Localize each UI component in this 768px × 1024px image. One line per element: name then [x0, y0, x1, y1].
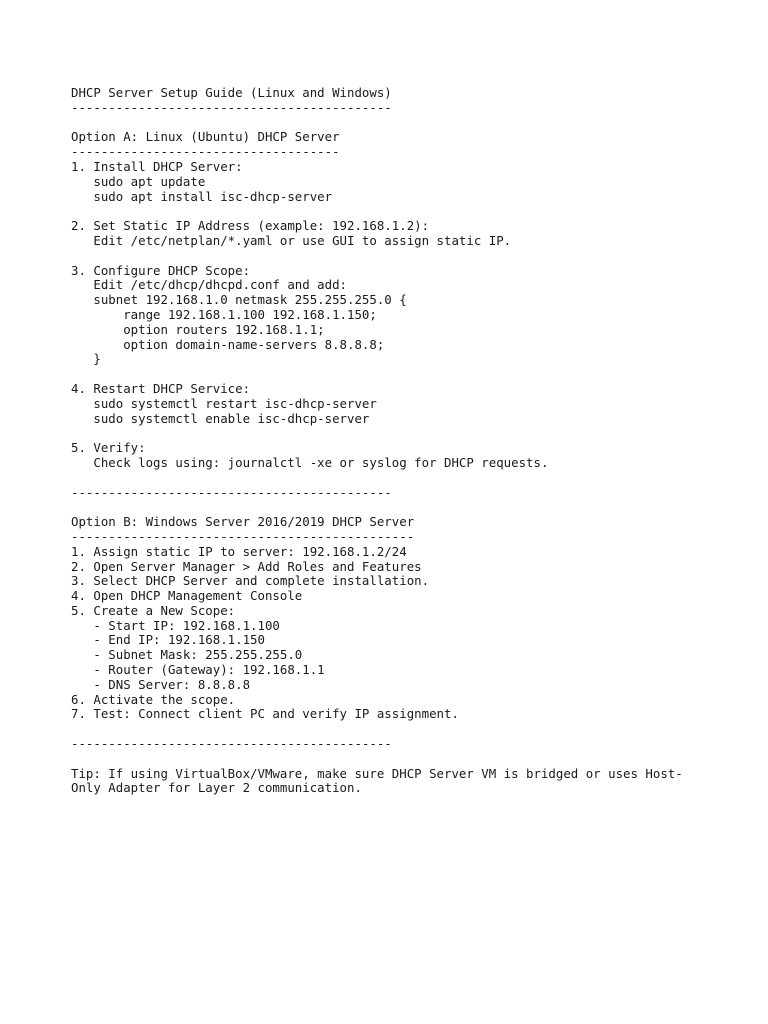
option-b-section: [71, 515, 711, 722]
step-line: Check logs using: journalctl -xe or syslog for DHCP requests.: [71, 454, 549, 470]
tip-line: Only Adapter for Layer 2 communication.: [71, 780, 362, 796]
config-line: subnet 192.168.1.0 netmask 255.255.255.0 {: [71, 292, 407, 308]
step-title: 1. Install DHCP Server:: [71, 158, 243, 174]
spacer: [71, 752, 711, 767]
scope-detail-line: - Router (Gateway): 192.168.1.1: [71, 662, 325, 678]
config-line: range 192.168.1.100 192.168.1.150;: [71, 306, 377, 322]
spacer: [71, 249, 711, 264]
tip-line: Tip: If using VirtualBox/VMware, make sure DHCP Server VM is bridged or uses Host-: [71, 765, 683, 781]
scope-detail-line: - Subnet Mask: 255.255.255.0: [71, 647, 303, 663]
option-a-heading: Option A: Linux (Ubuntu) DHCP Server: [71, 129, 340, 145]
step-title: 5. Verify:: [71, 440, 146, 456]
option-b-line: 2. Open Server Manager > Add Roles and Features: [71, 558, 422, 574]
option-a-rule: ------------------------------------: [71, 144, 340, 160]
option-b-line: 4. Open DHCP Management Console: [71, 588, 303, 604]
spacer: [71, 426, 711, 441]
spacer: [71, 204, 711, 219]
option-b-line: 1. Assign static IP to server: 192.168.1.2/24: [71, 543, 407, 559]
spacer: [71, 367, 711, 382]
step-line: Edit /etc/dhcp/dhcpd.conf and add:: [71, 277, 348, 293]
spacer: [71, 471, 711, 486]
scope-detail-line: - Start IP: 192.168.1.100: [71, 617, 280, 633]
option-a-step: [71, 160, 711, 204]
scope-detail-line: - DNS Server: 8.8.8.8: [71, 676, 251, 692]
option-b-line: 7. Test: Connect client PC and verify IP assignment.: [71, 706, 459, 722]
step-line: sudo systemctl enable isc-dhcp-server: [71, 410, 370, 426]
section-separator: -------------------------------------------: [71, 736, 392, 752]
option-a-step: [71, 219, 711, 249]
option-a-step: [71, 264, 711, 368]
spacer: [71, 722, 711, 737]
option-b-line: 5. Create a New Scope:: [71, 602, 236, 618]
config-line: option routers 192.168.1.1;: [71, 321, 325, 337]
section-separator: -------------------------------------------: [71, 484, 392, 500]
step-title: 4. Restart DHCP Service:: [71, 380, 251, 396]
option-a-step: [71, 441, 711, 471]
tip-note: [71, 767, 711, 797]
option-b-line: 3. Select DHCP Server and complete installation.: [71, 573, 430, 589]
step-title: 3. Configure DHCP Scope:: [71, 262, 251, 278]
document-title: DHCP Server Setup Guide (Linux and Windows): [71, 85, 392, 100]
document-body: [71, 86, 711, 796]
option-b-line: 6. Activate the scope.: [71, 691, 236, 707]
config-line: }: [71, 351, 101, 367]
option-b-heading: Option B: Windows Server 2016/2019 DHCP Server: [71, 514, 415, 530]
step-line: sudo apt install isc-dhcp-server: [71, 188, 333, 204]
step-line: sudo systemctl restart isc-dhcp-server: [71, 395, 377, 411]
config-line: option domain-name-servers 8.8.8.8;: [71, 336, 385, 352]
option-a-section: [71, 130, 711, 470]
spacer: [71, 116, 711, 131]
step-line: Edit /etc/netplan/*.yaml or use GUI to assign static IP.: [71, 232, 512, 248]
spacer: [71, 500, 711, 515]
title-rule: -------------------------------------------: [71, 99, 392, 115]
option-a-step: [71, 382, 711, 426]
option-b-rule: ----------------------------------------------: [71, 528, 415, 544]
step-line: sudo apt update: [71, 173, 206, 189]
step-title: 2. Set Static IP Address (example: 192.168.1.2):: [71, 218, 430, 234]
scope-detail-line: - End IP: 192.168.1.150: [71, 632, 265, 648]
